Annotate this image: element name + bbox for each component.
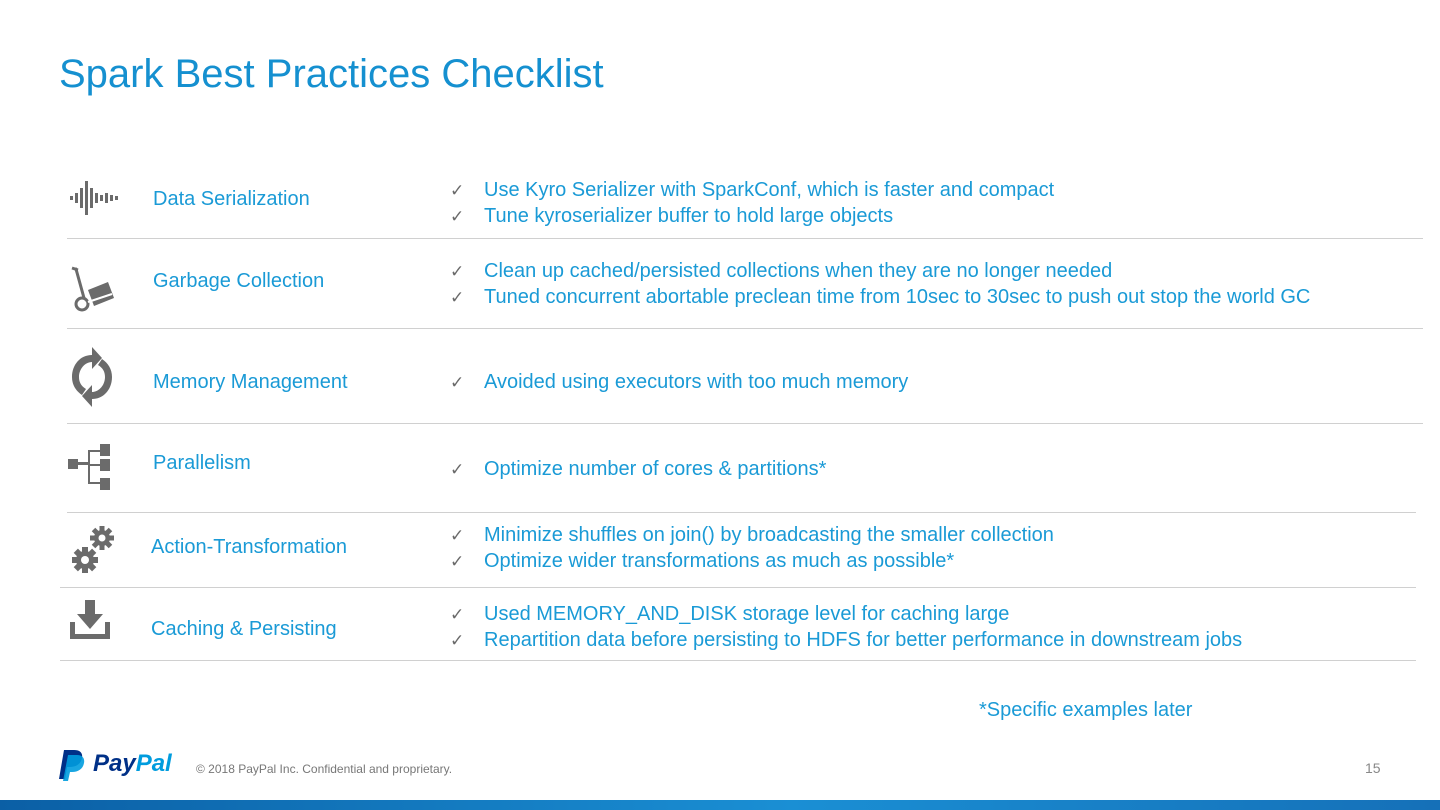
checklist-items xyxy=(450,178,1054,230)
row-divider xyxy=(60,660,1416,661)
bottom-accent-bar xyxy=(0,800,1440,810)
gears-icon xyxy=(70,524,120,574)
checklist-items xyxy=(450,523,1054,575)
checklist-items xyxy=(450,457,826,483)
list-item xyxy=(450,549,1054,575)
checkmark-icon: ✓ xyxy=(450,460,465,480)
checkmark-icon: ✓ xyxy=(450,288,465,308)
row-divider xyxy=(67,423,1423,424)
checklist-items xyxy=(450,370,908,396)
refresh-cycle-icon xyxy=(66,347,116,397)
item-text: Tuned concurrent abortable preclean time from 10sec to 30sec to push out stop the world GC xyxy=(484,286,1311,308)
checkmark-icon: ✓ xyxy=(450,207,465,227)
checkmark-icon: ✓ xyxy=(450,181,465,201)
item-text: Tune kyroserializer buffer to hold large objects xyxy=(484,205,894,227)
checkmark-icon: ✓ xyxy=(450,605,465,625)
paypal-logo xyxy=(58,748,182,787)
hierarchy-tree-icon xyxy=(66,440,116,490)
item-text: Used MEMORY_AND_DISK storage level for caching large xyxy=(484,603,1010,625)
list-item xyxy=(450,285,1310,311)
category-label: Memory Management xyxy=(153,371,348,393)
row-divider xyxy=(60,587,1416,588)
paypal-wordmark: PayPal xyxy=(93,750,172,777)
category-label: Action-Transformation xyxy=(151,536,347,558)
list-item xyxy=(450,204,1054,230)
checklist-items xyxy=(450,259,1310,311)
page-number: 15 xyxy=(1365,760,1381,776)
category-label: Parallelism xyxy=(153,452,251,474)
footnote: *Specific examples later xyxy=(979,699,1193,721)
item-text: Optimize number of cores & partitions* xyxy=(484,458,827,480)
category-label: Data Serialization xyxy=(153,188,310,210)
checkmark-icon: ✓ xyxy=(450,526,465,546)
item-text: Use Kyro Serializer with SparkConf, which is faster and compact xyxy=(484,179,1055,201)
list-item xyxy=(450,602,1242,628)
list-item xyxy=(450,259,1310,285)
row-divider xyxy=(67,328,1423,329)
item-text: Clean up cached/persisted collections when they are no longer needed xyxy=(484,260,1113,282)
item-text: Minimize shuffles on join() by broadcasting the smaller collection xyxy=(484,524,1054,546)
list-item xyxy=(450,457,826,483)
checkmark-icon: ✓ xyxy=(450,373,465,393)
row-divider xyxy=(67,238,1423,239)
checkmark-icon: ✓ xyxy=(450,631,465,651)
item-text: Avoided using executors with too much memory xyxy=(484,371,909,393)
checkmark-icon: ✓ xyxy=(450,262,465,282)
category-label: Caching & Persisting xyxy=(151,618,337,640)
slide-title: Spark Best Practices Checklist xyxy=(59,52,604,96)
list-item xyxy=(450,370,908,396)
hand-truck-icon xyxy=(66,266,116,316)
item-text: Optimize wider transformations as much as possible* xyxy=(484,550,955,572)
row-divider xyxy=(67,512,1416,513)
checklist-items xyxy=(450,602,1242,654)
checkmark-icon: ✓ xyxy=(450,552,465,572)
item-text: Repartition data before persisting to HDFS for better performance in downstream jobs xyxy=(484,629,1243,651)
category-label: Garbage Collection xyxy=(153,270,325,292)
download-tray-icon xyxy=(68,598,118,648)
list-item xyxy=(450,178,1054,204)
list-item xyxy=(450,523,1054,549)
copyright-text: © 2018 PayPal Inc. Confidential and proprietary. xyxy=(196,762,453,776)
list-item xyxy=(450,628,1242,654)
waveform-icon xyxy=(68,178,118,228)
